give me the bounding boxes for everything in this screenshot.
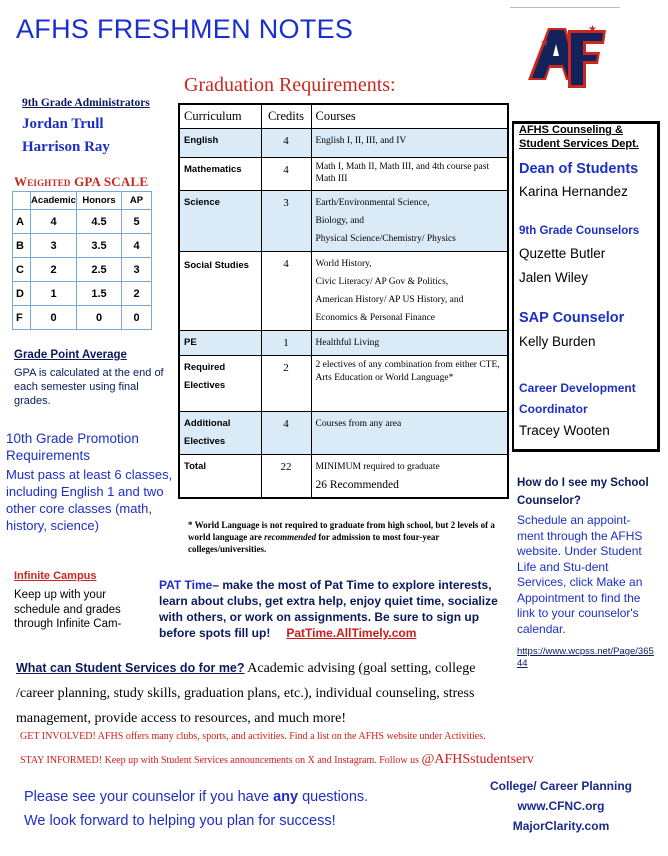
- counselor-name: Quzette Butler: [519, 246, 606, 261]
- total-min: MINIMUM required to graduate: [315, 461, 440, 472]
- gpa-cell: B: [13, 234, 31, 258]
- gpa-cell: 0: [77, 306, 122, 330]
- gpa-row: [13, 234, 152, 258]
- course-line: American History/ AP US History, and: [315, 294, 464, 305]
- gpa-cell: 2: [122, 282, 152, 306]
- grad-curriculum: Science: [179, 190, 261, 251]
- gpa-cell: 3: [122, 258, 152, 282]
- gpa-cell: A: [13, 210, 31, 234]
- course-line: Civic Literacy/ AP Gov & Politics,: [315, 276, 449, 287]
- admin-name: Harrison Ray: [22, 139, 110, 155]
- world-language-footnote: [188, 519, 508, 555]
- closing-text: Please see your counselor if you have: [24, 789, 274, 805]
- grad-row: [179, 330, 508, 355]
- af-logo: [526, 18, 610, 92]
- promotion-heading: 10th Grade Promotion Requirements: [6, 431, 139, 463]
- page-title: AFHS FRESHMEN NOTES: [16, 14, 354, 44]
- grad-credits: 2: [261, 355, 311, 411]
- gpa-title-initial: W: [14, 174, 28, 189]
- af-logo-icon: [526, 18, 610, 92]
- course-line: Physical Science/Chemistry/ Physics: [315, 233, 456, 244]
- gpa-header-row: [13, 192, 152, 210]
- grad-curriculum: Required Electives: [179, 355, 261, 411]
- gpa-cell: 0: [31, 306, 77, 330]
- appointment-link[interactable]: https://www.wcpss.net/Page/36544: [517, 646, 654, 669]
- pat-time-section: [159, 577, 519, 641]
- grad-header: Courses: [311, 104, 508, 128]
- grad-credits: 1: [261, 330, 311, 355]
- gpa-header: AP: [122, 192, 152, 210]
- grad-courses: [311, 190, 508, 251]
- grad-courses: [311, 157, 508, 190]
- career-name: Tracey Wooten: [519, 423, 610, 438]
- course-line: Economics & Personal Finance: [315, 312, 436, 323]
- gpa-average-text: GPA is calculated at the end of each semester using final grades.: [14, 367, 164, 407]
- student-services-question: What can Student Services do for me?: [16, 661, 245, 675]
- grad-credits: 4: [261, 157, 311, 190]
- student-services-section: [16, 656, 516, 731]
- college-career-section: [476, 776, 646, 836]
- course-line: Healthful Living: [315, 337, 380, 348]
- divider: [510, 7, 620, 8]
- grad-total-credits: 22: [261, 454, 311, 498]
- gpa-header: Academic: [31, 192, 77, 210]
- footnote-emphasis: recommended: [264, 532, 317, 542]
- grad-row: [179, 157, 508, 190]
- gpa-title-rest: eighted GPA SCALE: [27, 174, 149, 189]
- pat-time-label: PAT Time: [159, 578, 213, 592]
- gpa-cell: 3.5: [77, 234, 122, 258]
- ninth-counselors-title: 9th Grade Counselors: [519, 225, 640, 237]
- gpa-average-heading: Grade Point Average: [14, 349, 127, 361]
- grad-total-label: Total: [179, 454, 261, 498]
- grad-credits: 4: [261, 411, 311, 454]
- gpa-scale-table: [12, 191, 152, 330]
- admin-name: Jordan Trull: [22, 116, 104, 132]
- see-counselor-text: Schedule an appoint-ment through the AFHS website. Under Student Life and Stu-dent Services, click Make an Appointment to find the link to your counselor's calendar.: [517, 513, 643, 636]
- grad-credits: 4: [261, 251, 311, 330]
- graduation-title: Graduation Requirements:: [184, 74, 396, 96]
- closing-line: [24, 785, 464, 809]
- grad-courses: [311, 251, 508, 330]
- stay-informed-section: [20, 752, 650, 768]
- get-involved-text: GET INVOLVED! AFHS offers many clubs, sports, and activities. Find a list on the AFHS website under Activities.: [20, 731, 486, 742]
- graduation-requirements-table: [178, 103, 509, 499]
- grad-row: [179, 355, 508, 411]
- gpa-cell: 4: [122, 234, 152, 258]
- pat-time-text: – make the most of Pat Time to explore interests, learn about clubs, get extra help, enjoy quiet time, socialize with others, or work on assignments. Be sure to sign up before spots fill up!: [159, 578, 498, 640]
- course-line: Math I, Math II, Math III, and 4th course past Math III: [315, 161, 490, 184]
- grad-row: [179, 251, 508, 330]
- svg-text:★: ★: [540, 38, 549, 49]
- course-line: English I, II, III, and IV: [315, 135, 407, 146]
- gpa-cell: 0: [122, 306, 152, 330]
- grad-courses: [311, 330, 508, 355]
- grad-curriculum: PE: [179, 330, 261, 355]
- sap-title: SAP Counselor: [519, 310, 625, 326]
- course-line: Earth/Environmental Science,: [315, 197, 430, 208]
- stay-informed-text: STAY INFORMED! Keep up with Student Services announcements on X and Instagram. Follow us: [20, 755, 422, 766]
- grad-courses: [311, 355, 508, 411]
- gpa-header: Honors: [77, 192, 122, 210]
- course-line: Courses from any area: [315, 418, 402, 429]
- course-line: 2 electives of any combination from either CTE, Arts Education or World Language*: [315, 359, 500, 383]
- gpa-scale-title: [14, 174, 148, 190]
- dean-title: Dean of Students: [519, 161, 639, 177]
- grad-credits: 4: [261, 128, 311, 157]
- student-services-text: Academic advising (goal setting, college /career planning, study skills, graduation plans, etc.), individual counseling, stress management, provide access to resources, and much more!: [16, 661, 476, 726]
- gpa-cell: 1.5: [77, 282, 122, 306]
- grad-header-row: [179, 104, 508, 128]
- infinite-campus-heading: Infinite Campus: [14, 570, 97, 582]
- career-title: Career Development Coordinator: [519, 381, 636, 416]
- gpa-cell: C: [13, 258, 31, 282]
- infinite-campus-text: Keep up with your schedule and grades through Infinite Cam-: [14, 589, 122, 630]
- grad-total-row: [179, 454, 508, 498]
- gpa-row: [13, 306, 152, 330]
- gpa-row: [13, 210, 152, 234]
- gpa-cell: D: [13, 282, 31, 306]
- gpa-cell: 2: [31, 258, 77, 282]
- gpa-cell: 4: [31, 210, 77, 234]
- gpa-cell: 3: [31, 234, 77, 258]
- pat-time-link[interactable]: PatTime.AllTimely.com: [286, 626, 417, 640]
- social-handle: @AFHSstudentserv: [421, 752, 534, 767]
- dean-name: Karina Hernandez: [519, 184, 628, 199]
- grad-curriculum: Social Studies: [179, 251, 261, 330]
- grad-header: Curriculum: [179, 104, 261, 128]
- grad-row: [179, 128, 508, 157]
- grad-total-note: [311, 454, 508, 498]
- gpa-row: [13, 258, 152, 282]
- majorclarity-link[interactable]: MajorClarity.com: [512, 819, 610, 833]
- cfnc-link[interactable]: www.CFNC.org: [517, 799, 605, 813]
- counseling-heading: AFHS Counseling & Student Services Dept.: [519, 124, 639, 150]
- course-line: Biology, and: [315, 215, 364, 226]
- gpa-row: [13, 282, 152, 306]
- grad-courses: [311, 411, 508, 454]
- svg-text:★: ★: [588, 24, 597, 35]
- total-recommended: 26 Recommended: [315, 478, 399, 491]
- sap-name: Kelly Burden: [519, 334, 596, 349]
- grad-row: [179, 411, 508, 454]
- gpa-header: [13, 192, 31, 210]
- see-counselor-heading: How do I see my School Counselor?: [517, 477, 649, 507]
- college-career-title: College/ Career Planning: [489, 779, 633, 793]
- closing-message: [24, 785, 464, 833]
- grad-credits: 3: [261, 190, 311, 251]
- gpa-cell: 2.5: [77, 258, 122, 282]
- closing-line: We look forward to helping you plan for success!: [24, 813, 336, 829]
- gpa-cell: F: [13, 306, 31, 330]
- grad-row: [179, 190, 508, 251]
- footnote-text: for admission to most four-year colleges/universities.: [188, 532, 440, 554]
- grad-curriculum: Mathematics: [179, 157, 261, 190]
- gpa-cell: 4.5: [77, 210, 122, 234]
- footnote-text: * World Language is not required to graduate from high school, but 2 levels of a world language are: [188, 520, 495, 542]
- course-line: World History,: [315, 258, 372, 269]
- gpa-cell: 5: [122, 210, 152, 234]
- grad-curriculum: Additional Electives: [179, 411, 261, 454]
- gpa-cell: 1: [31, 282, 77, 306]
- grad-header: Credits: [261, 104, 311, 128]
- closing-emphasis: any: [273, 789, 299, 805]
- counselor-name: Jalen Wiley: [519, 270, 589, 285]
- admins-heading: 9th Grade Administrators: [22, 97, 150, 109]
- closing-text: questions.: [298, 789, 369, 805]
- grad-courses: [311, 128, 508, 157]
- grad-curriculum: English: [179, 128, 261, 157]
- promotion-text: Must pass at least 6 classes, including English 1 and two other core classes (math, history, science): [6, 467, 173, 533]
